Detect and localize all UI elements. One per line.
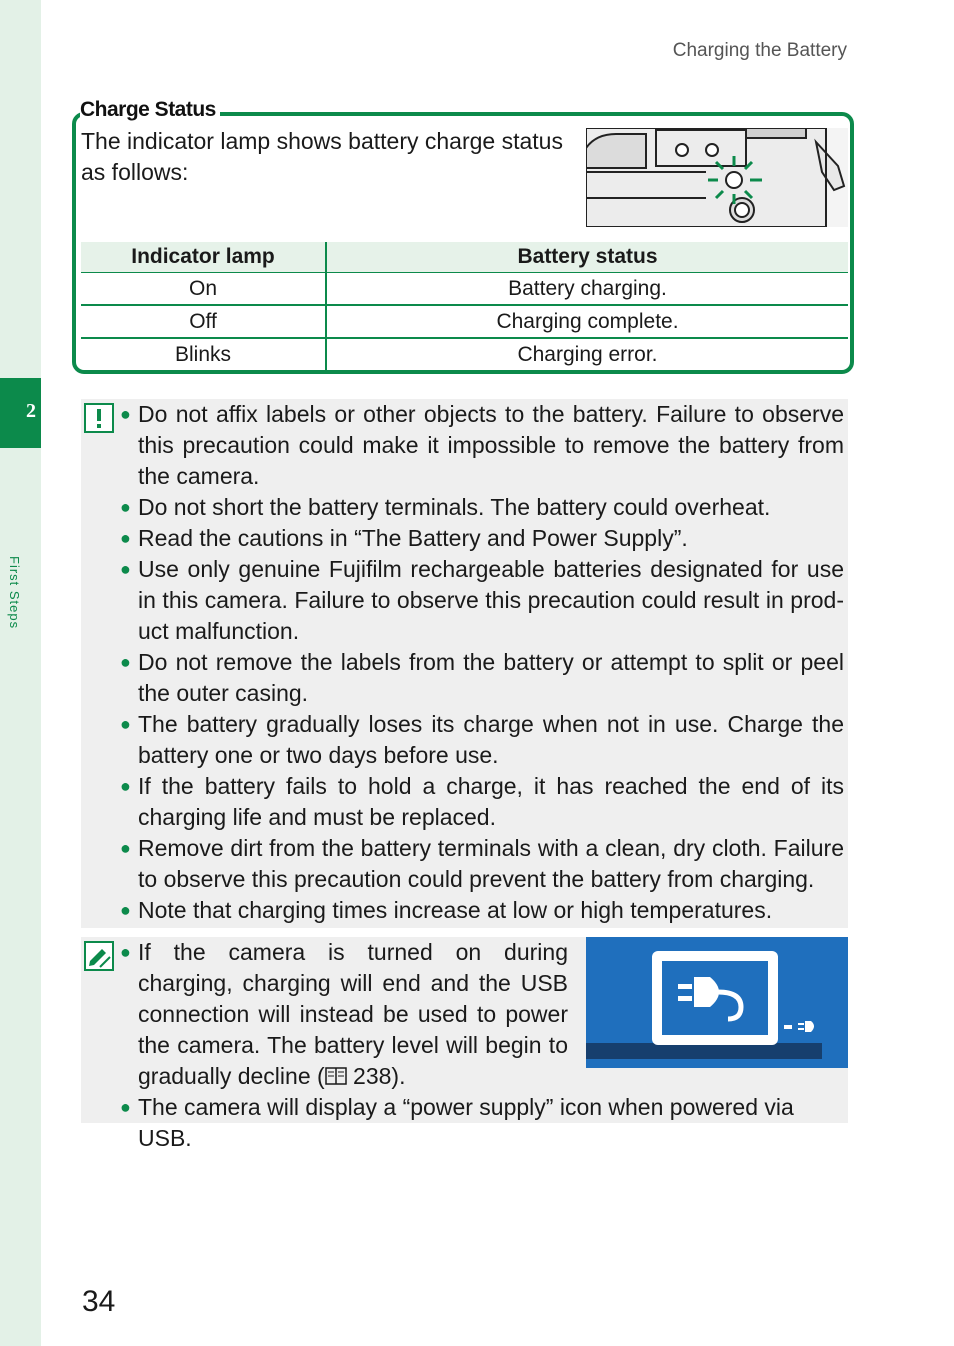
table-row — [81, 273, 848, 306]
bullet-icon: ● — [120, 497, 131, 517]
list-item — [120, 937, 568, 1092]
list-item-text: Read the cautions in “The Battery and Power Supply”. — [138, 525, 688, 551]
chapter-name — [7, 458, 40, 630]
bullet-icon: ● — [120, 900, 131, 920]
list-item-text: Remove dirt from the battery terminals with a clean, dry cloth. Failure to observe this precaution could prevent the battery from charging. — [138, 835, 844, 892]
bullet-icon: ● — [120, 652, 131, 672]
note-icon — [84, 941, 114, 971]
list-item — [120, 1092, 844, 1154]
list-item-text: Use only genuine Fujifilm rechargeable batteries designated for use in this camera. Failure to observe this precaution could result in prod-uct malfunction. — [138, 556, 844, 644]
list-item-text: Note that charging times increase at low or high temperatures. — [138, 897, 773, 923]
list-item-text: Do not short the battery terminals. The battery could overheat. — [138, 494, 771, 520]
page-number: 34 — [82, 1285, 116, 1318]
table-cell: Charging error. — [517, 342, 658, 366]
table-row — [81, 305, 848, 338]
charge-status-intro: The indicator lamp shows battery charge status as follows: — [81, 128, 563, 185]
bullet-icon: ● — [120, 559, 131, 579]
table-cell: Charging complete. — [326, 305, 848, 338]
bullet-icon: ● — [120, 776, 131, 796]
caution-list — [120, 399, 844, 926]
list-item-text: Do not remove the labels from the battery or attempt to split or peel the outer casing. — [138, 649, 844, 706]
table-cell: On — [81, 273, 326, 306]
table-header-indicator-lamp: Indicator lamp — [81, 242, 326, 273]
list-item-text: If the battery fails to hold a charge, it has reached the end of its charging life and must be replaced. — [138, 773, 844, 830]
caution-icon — [84, 403, 114, 433]
charge-status-table — [81, 242, 848, 370]
camera-indicator-illustration — [586, 128, 848, 227]
list-item — [120, 895, 844, 926]
usb-power-screen-illustration — [586, 937, 848, 1068]
list-item — [120, 523, 844, 554]
table-row — [81, 338, 848, 370]
bullet-icon: ● — [120, 1097, 131, 1117]
list-item — [120, 399, 844, 492]
list-item-text: The battery gradually loses its charge when not in use. Charge the battery one or two days before use. — [138, 711, 844, 768]
list-item — [120, 709, 844, 771]
bullet-icon: ● — [120, 714, 131, 734]
list-item — [120, 647, 844, 709]
running-title: Charging the Battery — [672, 40, 847, 61]
side-strip — [0, 0, 41, 1346]
table-cell: Battery charging. — [326, 273, 848, 306]
list-item-text: Do not affix labels or other objects to the battery. Failure to observe this precaution could make it impossible to remove the battery from the camera. — [138, 401, 844, 489]
bullet-icon: ● — [120, 942, 131, 962]
bullet-icon: ● — [120, 404, 131, 424]
list-item-text: The camera will display a “power supply” icon when powered via USB. — [138, 1094, 794, 1151]
page-reference: 238). — [346, 1063, 406, 1089]
book-icon — [325, 1066, 347, 1086]
list-item — [120, 492, 844, 523]
bullet-icon: ● — [120, 528, 131, 548]
bullet-icon: ● — [120, 838, 131, 858]
chapter-name-label: First Steps — [7, 556, 22, 630]
list-item-text: If the camera is turned on during charging, charging will end and the USB connection will instead be used to power the camera. The battery level will begin to gradually decline ( — [138, 939, 568, 1089]
charge-status-title: Charge Status — [80, 98, 220, 122]
list-item — [120, 833, 844, 895]
list-item — [120, 771, 844, 833]
chapter-number: 2 — [26, 400, 36, 422]
table-cell: Off — [81, 305, 326, 338]
table-cell: Blinks — [81, 338, 326, 370]
table-header-battery-status: Battery status — [326, 242, 848, 273]
list-item — [120, 554, 844, 647]
